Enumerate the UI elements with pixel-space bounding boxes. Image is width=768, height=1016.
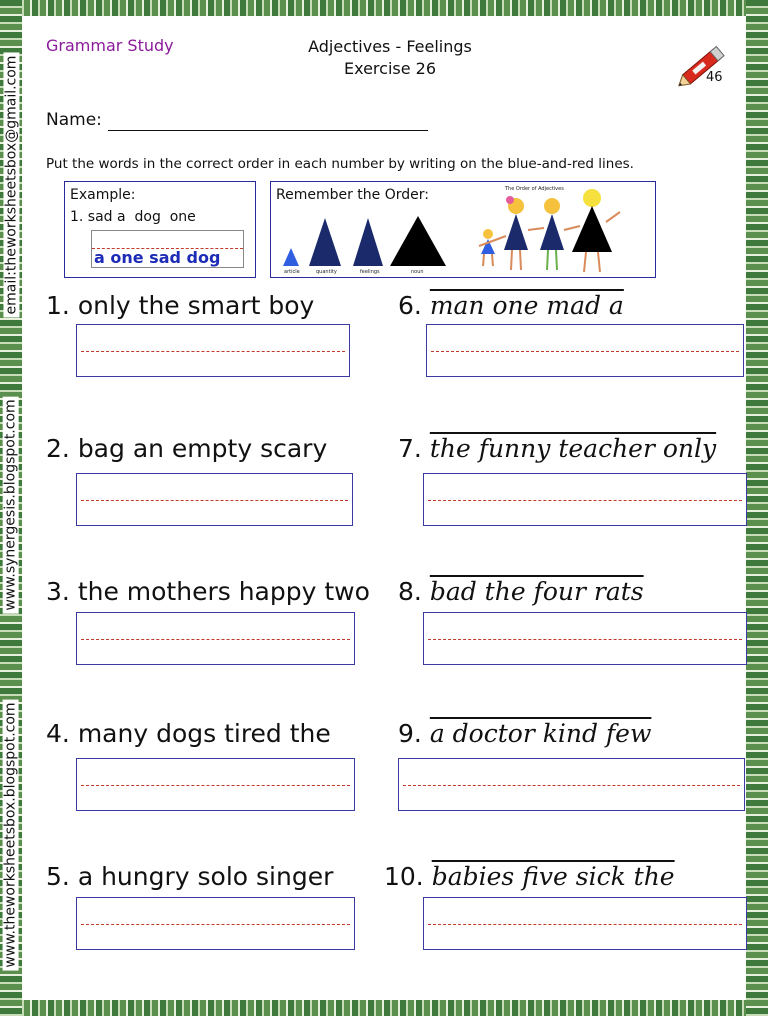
- answer-box-4[interactable]: [76, 758, 355, 811]
- name-label: Name:: [46, 110, 102, 130]
- question-4: 4. many dogs tired the: [46, 719, 331, 748]
- label-quantity: quantity: [316, 269, 337, 275]
- top-border: [0, 0, 768, 16]
- answer-box-1[interactable]: [76, 324, 350, 377]
- question-1: 1. only the smart boy: [46, 291, 315, 320]
- instruction-text: Put the words in the correct order in each number by writing on the blue-and-red lines.: [46, 156, 634, 172]
- order-title: Remember the Order:: [276, 187, 429, 203]
- question-3: 3. the mothers happy two: [46, 577, 370, 606]
- side-blog-worksheetsbox: www.theworksheetsbox.blogspot.com: [0, 675, 22, 995]
- bottom-border: [0, 1000, 768, 1016]
- example-answer-text: a one sad dog: [94, 248, 221, 267]
- triangle-quantity: [309, 218, 341, 266]
- order-triangles: [280, 208, 450, 276]
- title-line-1: Adjectives - Feelings: [308, 37, 472, 56]
- page-number: 46: [706, 70, 723, 85]
- triangle-feelings: [353, 218, 383, 266]
- label-noun: noun: [411, 269, 424, 275]
- question-10: 10. babies five sick the: [384, 862, 675, 891]
- answer-box-9[interactable]: [398, 758, 745, 811]
- question-9: 9. a doctor kind few: [398, 719, 652, 748]
- answer-box-7[interactable]: [423, 473, 747, 526]
- answer-box-2[interactable]: [76, 473, 353, 526]
- name-field[interactable]: [108, 130, 428, 131]
- answer-box-8[interactable]: [423, 612, 747, 665]
- question-5: 5. a hungry solo singer: [46, 862, 334, 891]
- family-illustration: [470, 186, 630, 276]
- page-title: [290, 36, 490, 80]
- side-blog-synergesis: www.synergesis.blogspot.com: [0, 380, 22, 630]
- pencil-icon: [672, 34, 736, 98]
- right-border: [746, 0, 768, 1016]
- triangle-noun: [390, 216, 446, 266]
- question-8: 8. bad the four rats: [398, 577, 644, 606]
- title-line-2: Exercise 26: [343, 59, 437, 78]
- question-6: 6. man one mad a: [398, 291, 624, 320]
- answer-box-6[interactable]: [426, 324, 744, 377]
- question-2: 2. bag an empty scary: [46, 434, 328, 463]
- example-line: 1. sad a dog one: [70, 209, 196, 225]
- side-email: email:theworksheetsbox@gmail.com: [0, 20, 22, 350]
- label-feelings: feelings: [360, 269, 380, 275]
- example-answer-box: [91, 230, 244, 268]
- question-7: 7. the funny teacher only: [398, 434, 717, 463]
- label-article: article: [284, 269, 300, 275]
- answer-box-5[interactable]: [76, 897, 355, 950]
- brand-label: Grammar Study: [46, 36, 174, 55]
- triangle-article: [283, 248, 299, 266]
- order-small-caption: The Order of Adjectives: [505, 186, 564, 192]
- answer-box-3[interactable]: [76, 612, 355, 665]
- answer-box-10[interactable]: [423, 897, 747, 950]
- example-title: Example:: [70, 187, 136, 203]
